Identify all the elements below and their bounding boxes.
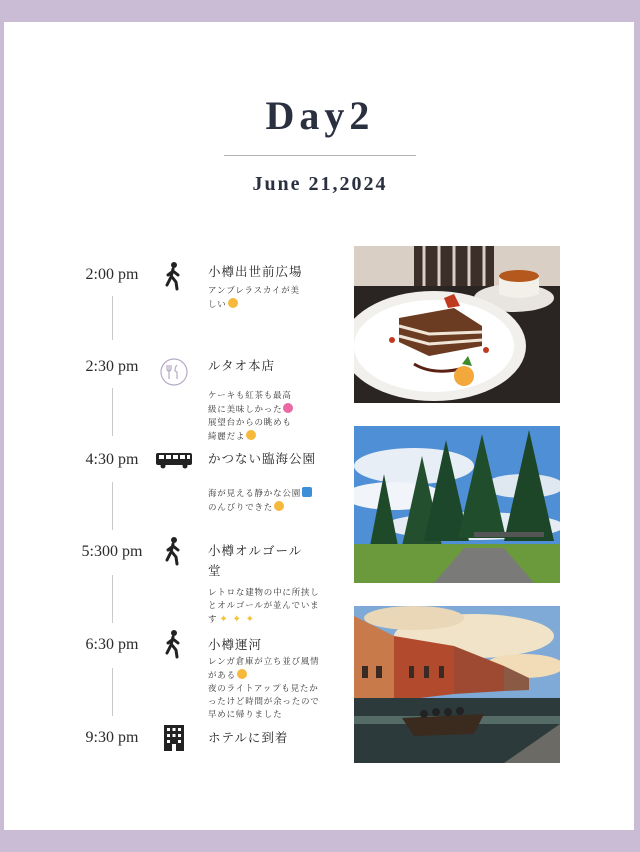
- smiling-face-emoji: [228, 298, 238, 308]
- note-line: 夜のライトアップも見たか: [208, 684, 319, 694]
- note-line: す: [208, 615, 218, 625]
- note-line: アンブレラスカイが美: [208, 286, 300, 296]
- note-line: レトロな建物の中に所挟し: [208, 588, 320, 598]
- place-note: [208, 487, 334, 515]
- note-line: 綺麗だよ: [208, 432, 246, 442]
- time-label: 2:30 pm: [85, 358, 139, 375]
- title-divider: [224, 155, 416, 156]
- place-note: [208, 587, 334, 627]
- note-line: 早めに帰りました: [208, 710, 283, 720]
- restaurant-icon: [154, 357, 194, 387]
- heart-emoji: [283, 403, 293, 413]
- note-line: しい: [208, 300, 227, 310]
- relieved-face-emoji: [274, 501, 284, 511]
- note-line: 展望台からの眺めも: [208, 418, 292, 428]
- walking-icon: [154, 629, 194, 659]
- timeline-line: [112, 388, 113, 436]
- note-line: 海が見える静かな公園: [208, 489, 302, 499]
- page-title: Day2: [265, 93, 375, 138]
- time-label: 6:30 pm: [85, 636, 139, 653]
- note-line: がある: [208, 671, 236, 681]
- time-label: 2:00 pm: [85, 266, 139, 283]
- sparkles-emoji: ✦ ✦ ✦: [219, 614, 255, 625]
- note-line: ケーキも紅茶も最高: [208, 391, 292, 401]
- place-name-line: 小樽オルゴール: [208, 543, 303, 558]
- note-line: レンガ倉庫が立ち並び風情: [208, 657, 320, 667]
- photo-park-trees: [354, 426, 560, 583]
- place-name: ルタオ本店: [208, 358, 276, 373]
- place-name: 小樽出世前広場: [208, 264, 303, 279]
- photo-cake-tea: [354, 246, 560, 403]
- place-name: 小樽運河: [208, 637, 263, 652]
- time-label: 4:30 pm: [85, 451, 139, 468]
- photo-canal: [354, 606, 560, 763]
- note-line: とオルゴールが並んでいま: [208, 601, 320, 611]
- timeline-line: [112, 668, 113, 716]
- place-note: [208, 285, 334, 312]
- timeline-line: [112, 296, 113, 340]
- place-name-line: 堂: [208, 563, 222, 578]
- time-label: 5:300 pm: [81, 543, 143, 560]
- note-line: 級に美味しかった: [208, 405, 283, 415]
- timeline-line: [112, 482, 113, 530]
- note-line: のんびりできた: [208, 503, 274, 513]
- place-name: かつない臨海公園: [208, 451, 317, 466]
- smiling-face-emoji: [237, 669, 247, 679]
- place-name: [208, 541, 318, 581]
- place-name: ホテルに到着: [208, 730, 289, 745]
- bus-icon: [154, 444, 194, 474]
- place-note: [208, 390, 334, 444]
- wave-emoji: [302, 487, 312, 497]
- timeline-line: [112, 575, 113, 623]
- walking-icon: [154, 536, 194, 566]
- walking-icon: [154, 261, 194, 291]
- time-label: 9:30 pm: [85, 729, 139, 746]
- hotel-icon: [154, 723, 194, 753]
- page-date: June 21,2024: [252, 173, 388, 195]
- note-line: ったけど時間が余ったので: [208, 697, 320, 707]
- place-note: [208, 656, 334, 722]
- smiling-face-emoji: [246, 430, 256, 440]
